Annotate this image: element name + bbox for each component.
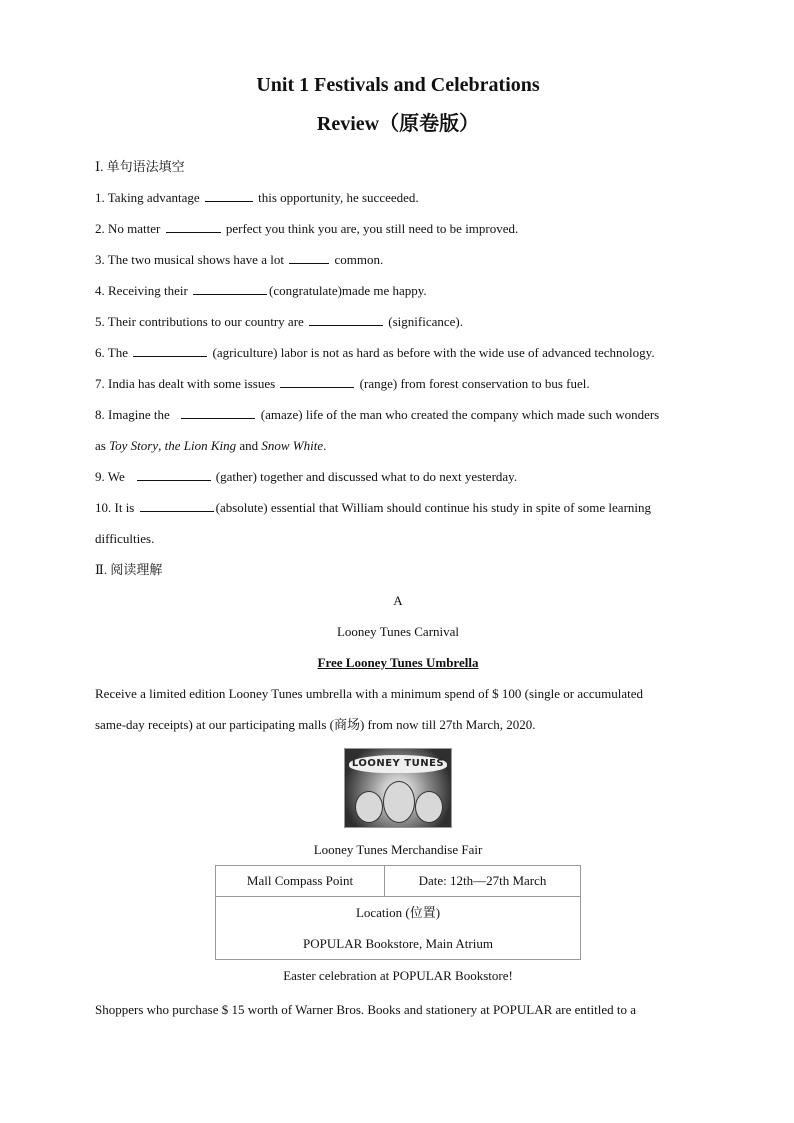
- fair-info-table: [215, 865, 581, 960]
- question-7: 7. India has dealt with some issues (range) from forest conservation to bus fuel.: [95, 376, 590, 391]
- question-2: 2. No matter perfect you think you are, you still need to be improved.: [95, 221, 519, 236]
- umbrella-heading: Free Looney Tunes Umbrella: [317, 655, 479, 670]
- question-8: 8. Imagine the (amaze) life of the man who created the company which made such wonders: [95, 407, 660, 422]
- question-10-cont: difficulties.: [95, 531, 155, 546]
- passage-label: A: [393, 593, 403, 608]
- logo-banner: LOONEY TUNES: [349, 755, 447, 773]
- answer-blank[interactable]: [309, 313, 383, 326]
- looney-tunes-image-wrap: [95, 748, 701, 828]
- character-figure: [383, 781, 415, 823]
- answer-blank[interactable]: [289, 251, 329, 264]
- document-page: [95, 70, 701, 1025]
- question-5: 5. Their contributions to our country are (significance).: [95, 314, 464, 329]
- question-9: 9. We (gather) together and discussed what to do next yesterday.: [95, 469, 518, 484]
- mall-cell: Mall Compass Point: [216, 866, 385, 897]
- easter-heading: Easter celebration at POPULAR Bookstore!: [283, 968, 513, 983]
- document-title: Unit 1 Festivals and Celebrations: [256, 74, 540, 96]
- location-value: POPULAR Bookstore, Main Atrium: [303, 936, 493, 951]
- shoppers-text: Shoppers who purchase $ 15 worth of Warner Bros. Books and stationery at POPULAR are entitled to a: [95, 1002, 637, 1017]
- date-cell: Date: 12th—27th March: [385, 866, 581, 897]
- answer-blank[interactable]: [205, 189, 253, 202]
- answer-blank[interactable]: [137, 468, 211, 481]
- document-subtitle: Review（原卷版）: [316, 113, 480, 135]
- carnival-title: Looney Tunes Carnival: [336, 624, 460, 639]
- answer-blank[interactable]: [181, 406, 255, 419]
- umbrella-text-2: same-day receipts) at our participating malls (商场) from now till 27th March, 2020.: [95, 717, 536, 732]
- location-label: Location (位置): [355, 905, 441, 920]
- location-cell: [216, 897, 581, 960]
- answer-blank[interactable]: [133, 344, 207, 357]
- question-3: 3. The two musical shows have a lot common.: [95, 252, 384, 267]
- answer-blank[interactable]: [193, 282, 267, 295]
- fair-title: Looney Tunes Merchandise Fair: [313, 842, 483, 857]
- section-2-heading: Ⅱ. 阅读理解: [95, 562, 163, 577]
- looney-tunes-logo-image: [344, 748, 452, 828]
- umbrella-text-1: Receive a limited edition Looney Tunes umbrella with a minimum spend of $ 100 (single or accumulated: [95, 686, 644, 701]
- question-8-cont: as Toy Story, the Lion King and Snow White.: [95, 438, 327, 453]
- answer-blank[interactable]: [140, 499, 214, 512]
- character-figure: [415, 791, 443, 823]
- question-4: 4. Receiving their (congratulate)made me happy.: [95, 283, 427, 298]
- answer-blank[interactable]: [166, 220, 221, 233]
- section-1-heading: Ⅰ. 单句语法填空: [95, 159, 185, 174]
- question-10: 10. It is (absolute) essential that William should continue his study in spite of some learning: [95, 500, 652, 515]
- question-1: 1. Taking advantage this opportunity, he succeeded.: [95, 190, 419, 205]
- character-figure: [355, 791, 383, 823]
- answer-blank[interactable]: [280, 375, 354, 388]
- question-6: 6. The (agriculture) labor is not as hard as before with the wide use of advanced technology.: [95, 345, 655, 360]
